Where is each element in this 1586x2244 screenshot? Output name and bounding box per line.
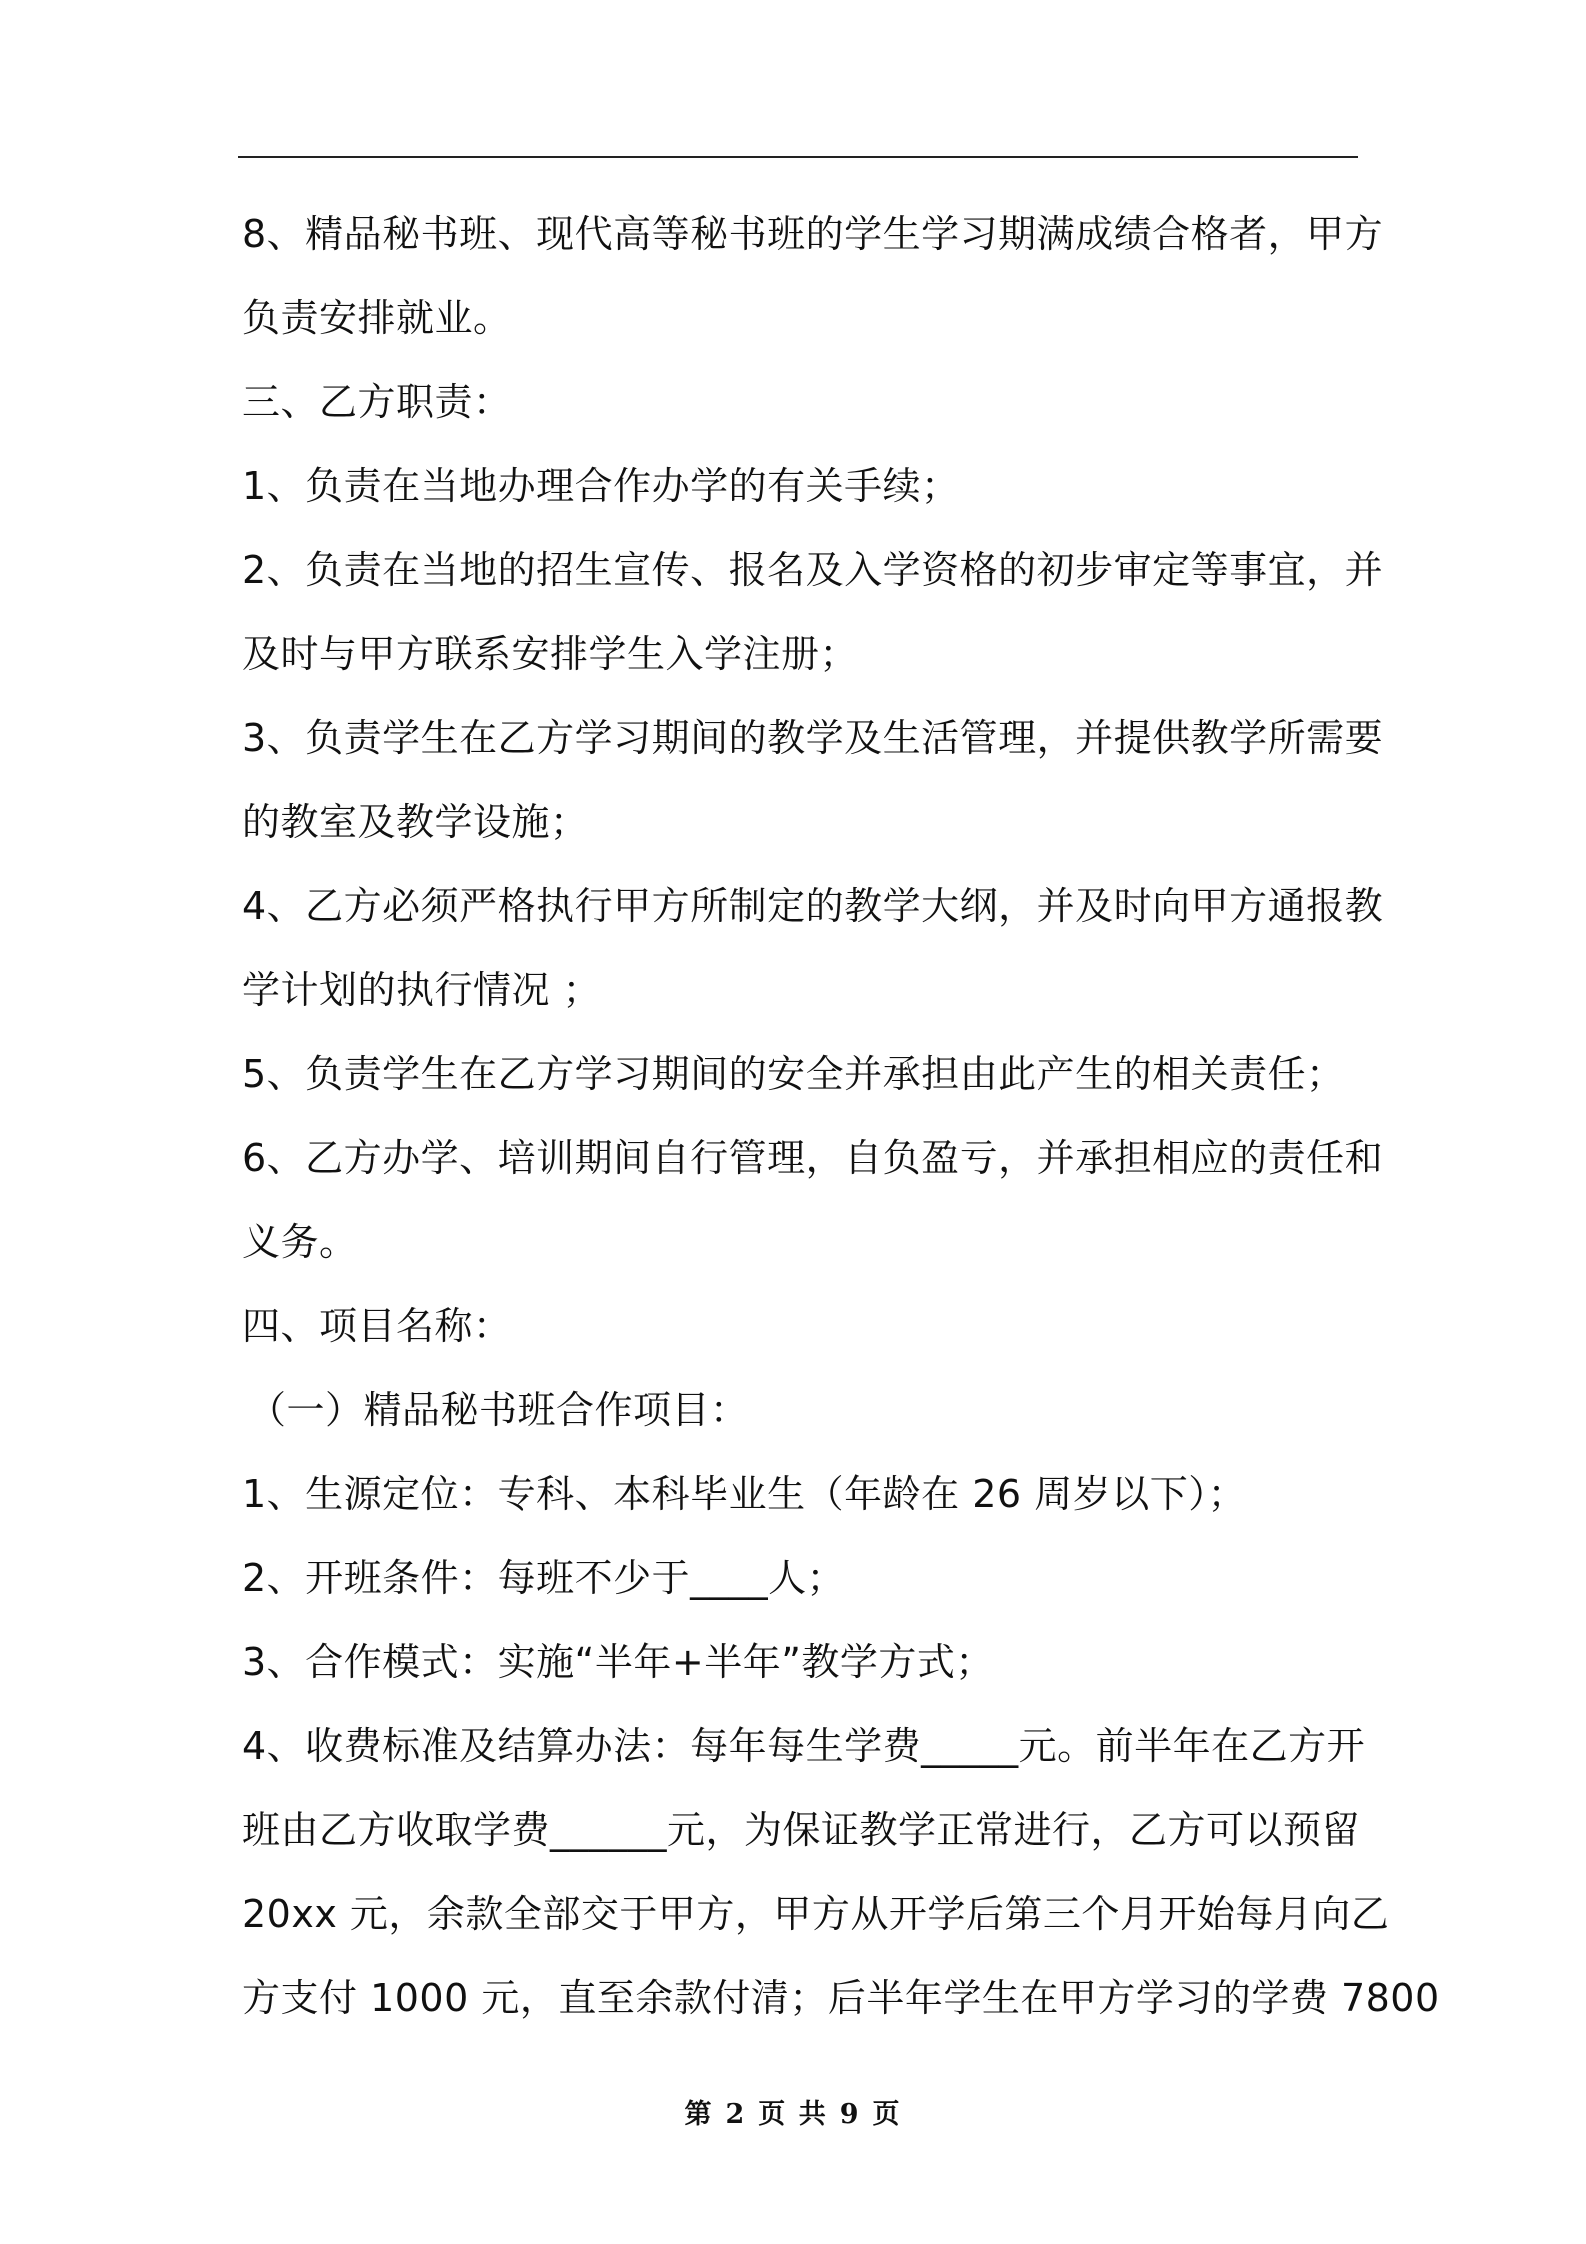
paragraph-line: 方支付 1000 元，直至余款付清；后半年学生在甲方学习的学费 7800 xyxy=(242,1976,1440,2020)
paragraph-line: 8、精品秘书班、现代高等秘书班的学生学习期满成绩合格者，甲方 xyxy=(242,212,1384,256)
total-page-number: 9 xyxy=(839,2099,861,2130)
page-number-footer xyxy=(0,2092,1586,2131)
paragraph-line: 2、开班条件：每班不少于____人； xyxy=(242,1556,846,1600)
paragraph-line: 1、生源定位：专科、本科毕业生（年龄在 26 周岁以下）； xyxy=(242,1472,1247,1516)
paragraph-line: 5、负责学生在乙方学习期间的安全并承担由此产生的相关责任； xyxy=(242,1052,1345,1096)
current-page-number: 2 xyxy=(725,2099,747,2130)
paragraph-line: 6、乙方办学、培训期间自行管理，自负盈亏，并承担相应的责任和 xyxy=(242,1136,1384,1180)
paragraph-line: 及时与甲方联系安排学生入学注册； xyxy=(242,632,859,676)
paragraph-line: 义务。 xyxy=(242,1220,358,1264)
paragraph-line: 学计划的执行情况 ； xyxy=(242,968,602,1012)
footer-suffix: 页 xyxy=(872,2099,902,2130)
paragraph-line: 2、负责在当地的招生宣传、报名及入学资格的初步审定等事宜，并 xyxy=(242,548,1384,592)
paragraph-line: 4、收费标准及结算办法：每年每生学费_____元。前半年在乙方开 xyxy=(242,1724,1366,1768)
subsection-heading: （一）精品秘书班合作项目： xyxy=(248,1388,749,1432)
paragraph-line: 3、负责学生在乙方学习期间的教学及生活管理，并提供教学所需要 xyxy=(242,716,1384,760)
footer-middle: 页 共 xyxy=(758,2099,828,2130)
document-body xyxy=(242,192,1440,2040)
paragraph-line: 1、负责在当地办理合作办学的有关手续； xyxy=(242,464,960,508)
paragraph-line: 3、合作模式：实施“半年+半年”教学方式； xyxy=(242,1640,994,1684)
paragraph-line: 4、乙方必须严格执行甲方所制定的教学大纲，并及时向甲方通报教 xyxy=(242,884,1384,928)
section-heading: 三、乙方职责： xyxy=(242,380,512,424)
paragraph-line: 的教室及教学设施； xyxy=(242,800,589,844)
paragraph-line: 班由乙方收取学费______元，为保证教学正常进行，乙方可以预留 xyxy=(242,1808,1361,1852)
section-heading: 四、项目名称： xyxy=(242,1304,512,1348)
header-rule xyxy=(238,156,1358,158)
paragraph-line: 20xx 元，余款全部交于甲方，甲方从开学后第三个月开始每月向乙 xyxy=(242,1892,1390,1936)
footer-prefix: 第 xyxy=(684,2099,714,2130)
paragraph-line: 负责安排就业。 xyxy=(242,296,512,340)
